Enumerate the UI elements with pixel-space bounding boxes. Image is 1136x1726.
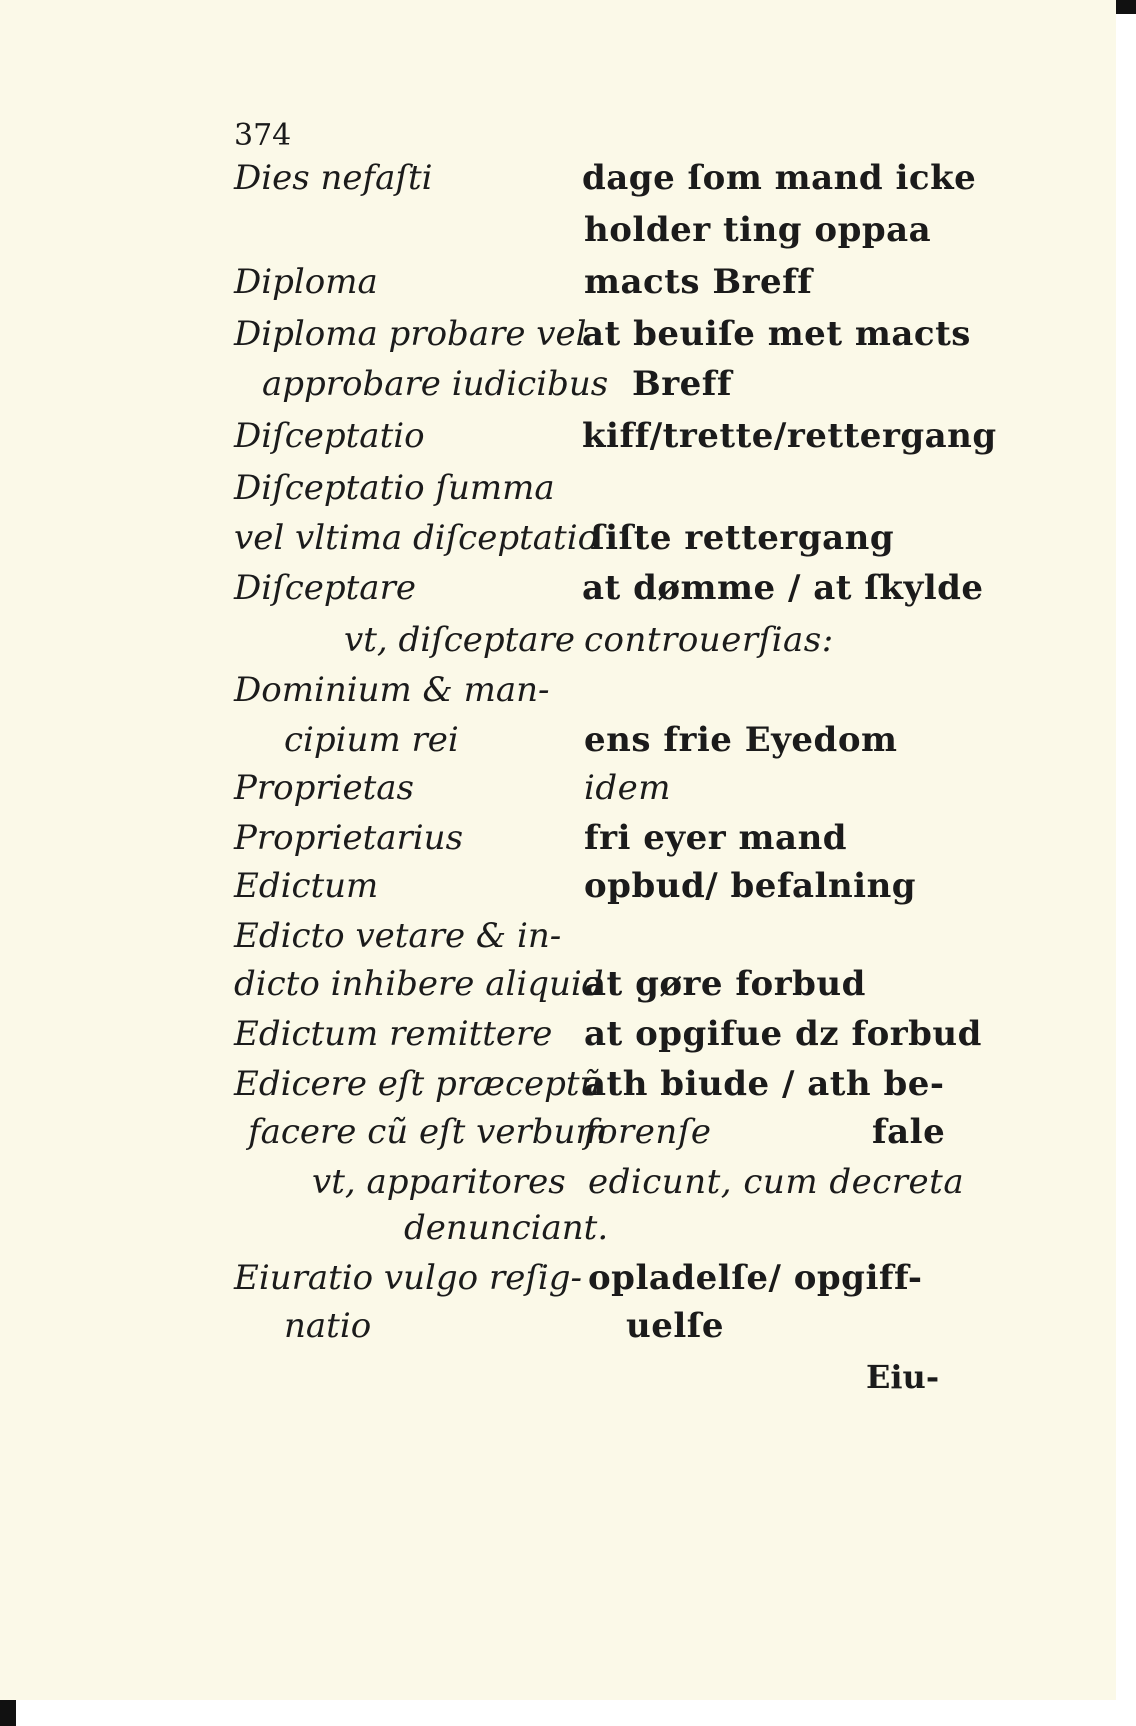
danish-gloss: edicunt, cum decreta [588, 1162, 965, 1202]
latin-term: vel vltima diſceptatio [234, 518, 599, 558]
danish-gloss: kiff/trette/rettergang [582, 416, 997, 456]
danish-gloss: opladelſe/ opgiff- [588, 1258, 923, 1298]
danish-gloss-continuation: fale [872, 1112, 946, 1152]
latin-term: approbare iudicibus [262, 364, 609, 404]
scan-edge-mark [0, 1700, 16, 1726]
entry-row [0, 156, 1116, 206]
entry-row [0, 864, 1116, 914]
latin-term: Edicto vetare & in- [234, 916, 562, 956]
entry-row [0, 1012, 1116, 1062]
latin-term: dicto inhibere aliquid [234, 964, 604, 1004]
entry-row [0, 312, 1116, 362]
latin-term: Edictum remittere [234, 1014, 553, 1054]
latin-term: denunciant. [404, 1208, 609, 1248]
entry-row [0, 566, 1116, 616]
scan-edge-bottom [0, 1700, 1136, 1726]
latin-term: Diſceptare [234, 568, 416, 608]
entry-row [0, 1256, 1116, 1306]
entry-row [0, 516, 1116, 566]
entry-row [0, 260, 1116, 310]
latin-term: natio [284, 1306, 372, 1346]
entry-row [0, 208, 1116, 258]
danish-gloss: controuerſias: [584, 620, 834, 660]
entry-row [0, 1110, 1116, 1160]
latin-term: facere cũ eſt verbum [248, 1112, 608, 1152]
entry-row [0, 1304, 1116, 1354]
latin-term: Proprietarius [234, 818, 464, 858]
danish-gloss: at beuiſe met macts [582, 314, 971, 354]
scan-edge-right [1116, 0, 1136, 1726]
danish-gloss: at opgifue dz forbud [584, 1014, 982, 1054]
entry-row [0, 1206, 1116, 1256]
latin-term: Eiuratio vulgo reſig- [234, 1258, 583, 1298]
danish-gloss: uelſe [626, 1306, 725, 1346]
danish-gloss: forenſe [584, 1112, 712, 1152]
danish-gloss: fri eyer mand [584, 818, 848, 858]
entry-row [0, 466, 1116, 516]
latin-term: Dies nefaſti [234, 158, 433, 198]
entry-row [0, 962, 1116, 1012]
danish-gloss: at gøre forbud [584, 964, 866, 1004]
latin-term: Diploma probare vel [234, 314, 587, 354]
entry-row [0, 718, 1116, 768]
entry-row [0, 618, 1116, 668]
danish-gloss: holder ting oppaa [584, 210, 932, 250]
entry-row [0, 816, 1116, 866]
entry-row [0, 766, 1116, 816]
danish-gloss: ens frie Eyedom [584, 720, 898, 760]
danish-gloss: macts Breff [584, 262, 813, 302]
danish-gloss: idem [584, 768, 671, 808]
scan-edge-mark [1116, 0, 1136, 14]
latin-term: vt, diſceptare [344, 620, 575, 660]
danish-gloss: Breff [632, 364, 733, 404]
latin-term: Edicere eſt præceptũ [234, 1064, 602, 1104]
entry-row [0, 1062, 1116, 1112]
entry-row [0, 668, 1116, 718]
entry-row [0, 414, 1116, 464]
latin-term: vt, apparitores [312, 1162, 566, 1202]
danish-gloss: at dømme / at ſkylde [582, 568, 984, 608]
entry-row [0, 362, 1116, 412]
latin-term: Diploma [234, 262, 378, 302]
catchword: Eiu- [866, 1358, 940, 1396]
danish-gloss: dage ſom mand icke [582, 158, 977, 198]
danish-gloss: ath biude / ath be- [584, 1064, 945, 1104]
danish-gloss: opbud/ befalning [584, 866, 917, 906]
latin-term: Edictum [234, 866, 379, 906]
latin-term: Dominium & man- [234, 670, 550, 710]
entry-row [0, 1160, 1116, 1210]
latin-term: Diſceptatio ſumma [234, 468, 555, 508]
danish-gloss: ſiſte rettergang [590, 518, 895, 558]
entry-row [0, 914, 1116, 964]
page-number: 374 [234, 118, 292, 153]
latin-term: Diſceptatio [234, 416, 425, 456]
latin-term: cipium rei [284, 720, 459, 760]
latin-term: Proprietas [234, 768, 414, 808]
